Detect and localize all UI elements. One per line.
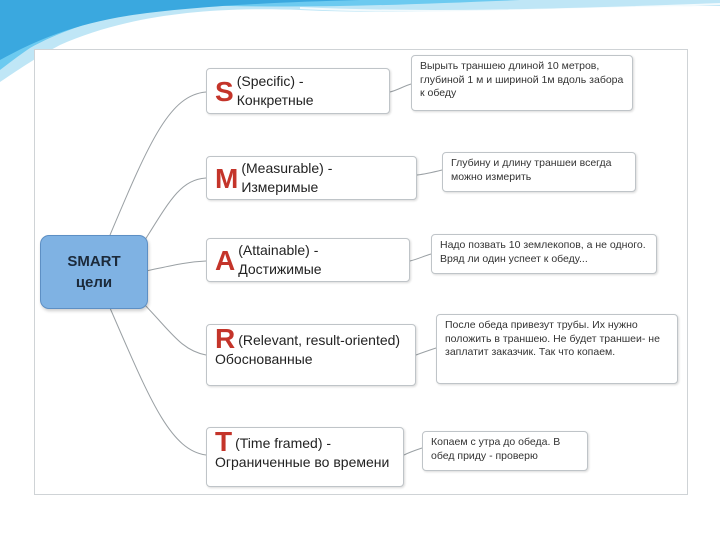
goal-letter: A	[215, 244, 236, 276]
note-box-measurable	[442, 152, 636, 192]
note-text: Вырыть траншею длиной 10 метров, глубиной 1 м и шириной 1м вдоль забора к обеду	[420, 60, 624, 99]
root-subtitle: цели	[75, 274, 113, 291]
note-box-relevant	[436, 314, 678, 384]
note-text: Глубину и длину траншеи всегда можно измерить	[451, 157, 612, 183]
goal-letter: M	[215, 162, 239, 194]
goal-box-specific	[206, 68, 390, 114]
note-box-specific	[411, 55, 633, 111]
goal-box-attainable	[206, 238, 410, 282]
goal-letter: S	[215, 75, 234, 107]
goal-letter: R	[215, 323, 236, 354]
note-text: Надо позвать 10 землекопов, а не одного. Вряд ли один успеет к обеду...	[440, 239, 646, 265]
goal-label: (Measurable) - Измеримые	[241, 160, 333, 195]
goal-label-line2: Обоснованные	[215, 351, 313, 367]
note-box-attainable	[431, 234, 657, 274]
note-box-time-framed	[422, 431, 588, 471]
goal-box-relevant	[206, 324, 416, 386]
goal-box-time-framed	[206, 427, 404, 487]
goal-letter: T	[215, 426, 233, 457]
root-title: SMART	[67, 253, 121, 270]
goal-label: (Relevant, result-oriented)	[238, 332, 401, 348]
smart-root-node	[40, 235, 148, 309]
goal-label: (Attainable) - Достижимые	[238, 242, 322, 277]
note-text: Копаем с утра до обеда. В обед приду - проверю	[431, 436, 561, 462]
goal-label: (Specific) - Конкретные	[236, 73, 314, 108]
goal-label: (Time framed) -	[235, 435, 332, 451]
note-text: После обеда привезут трубы. Их нужно положить в траншею. Не будет траншеи- не заплатит заказчик. Так что копаем.	[445, 319, 660, 358]
goal-label-line2: Ограниченные во времени	[215, 454, 390, 470]
goal-box-measurable	[206, 156, 417, 200]
